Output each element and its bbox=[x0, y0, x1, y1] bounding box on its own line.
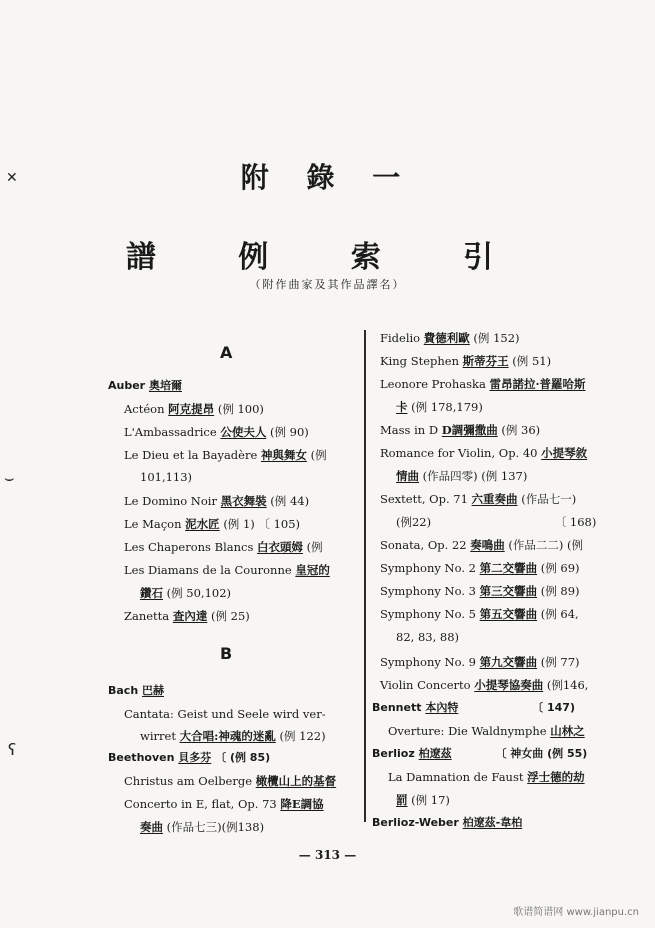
work-entry bbox=[388, 724, 585, 738]
work-entry-continued bbox=[396, 630, 459, 644]
appendix-title: 附 錄 一 bbox=[240, 161, 415, 194]
entry-ref: (例 bbox=[310, 448, 327, 462]
section-letter-a: A bbox=[220, 343, 233, 362]
entry-english: Le Maçon bbox=[124, 517, 182, 531]
entry-chinese: 六重奏曲 bbox=[471, 492, 518, 506]
entry-ref: (例 25) bbox=[210, 609, 250, 623]
work-entry bbox=[380, 354, 551, 368]
entry-ref: (例 100) bbox=[217, 402, 264, 416]
entry-chinese: 小提琴協奏曲 bbox=[474, 678, 544, 692]
entry-chinese: 雷昂諾拉·普羅哈斯 bbox=[489, 377, 586, 391]
entry-english: Mass in D bbox=[380, 423, 439, 437]
work-entry-continued bbox=[396, 793, 450, 807]
work-entry-continued bbox=[140, 586, 231, 600]
entry-chinese: 橄欖山上的基督 bbox=[255, 774, 337, 788]
entry-ref: 〔 (例 85) bbox=[215, 751, 271, 764]
entry-english: Le Dieu et la Bayadère bbox=[124, 448, 258, 462]
entry-chinese: 巴赫 bbox=[142, 684, 165, 697]
entry-english: 82, 83, 88) bbox=[396, 630, 460, 644]
entry-english: Bennett bbox=[372, 701, 422, 714]
entry-chinese: 柏遼茲 bbox=[418, 747, 452, 760]
entry-chinese: 奏鳴曲 bbox=[470, 538, 505, 552]
work-entry bbox=[124, 448, 327, 462]
entry-ref: (例 17) bbox=[411, 793, 450, 807]
entry-english: King Stephen bbox=[380, 354, 459, 368]
entry-english: Romance for Violin, Op. 40 bbox=[380, 446, 538, 460]
work-entry bbox=[124, 609, 250, 623]
work-entry bbox=[380, 331, 520, 345]
work-entry bbox=[380, 446, 587, 460]
entry-ref: (例 89) bbox=[540, 584, 580, 598]
entry-ref: (作品七一) bbox=[521, 492, 577, 506]
entry-chinese: 山林之 bbox=[550, 724, 585, 738]
work-entry bbox=[124, 540, 323, 554]
work-entry bbox=[124, 563, 330, 577]
entry-ref: (例 178,179) bbox=[411, 400, 483, 414]
entry-chinese: 情曲 bbox=[396, 469, 419, 483]
entry-english: Les Diamans de la Couronne bbox=[124, 563, 292, 577]
entry-chinese: 費德利歐 bbox=[423, 331, 470, 345]
entry-english: Berlioz bbox=[372, 747, 415, 760]
entry-chinese: 貝多芬 bbox=[178, 751, 212, 764]
entry-chinese: 第三交響曲 bbox=[479, 584, 538, 598]
composer-entry bbox=[108, 684, 164, 698]
entry-ref: (例 50,102) bbox=[166, 586, 232, 600]
entry-english: Auber bbox=[108, 379, 146, 392]
work-entry bbox=[380, 492, 576, 506]
composer-entry bbox=[108, 379, 182, 393]
work-entry bbox=[124, 774, 336, 788]
entry-ref: (例 152) bbox=[473, 331, 520, 345]
entry-english: Bach bbox=[108, 684, 139, 697]
entry-ref: 〔 神女曲 (例 55) bbox=[495, 747, 588, 760]
entry-chinese: 浮士德的劫 bbox=[527, 770, 585, 784]
entry-ref: (例 69) bbox=[540, 561, 580, 575]
entry-chinese: 皇冠的 bbox=[295, 563, 330, 577]
work-entry bbox=[380, 678, 588, 692]
index-subtitle: （附作曲家及其作品譯名） bbox=[249, 278, 406, 291]
entry-english: Symphony No. 2 bbox=[380, 561, 476, 575]
entry-ref: (例 44) bbox=[270, 494, 310, 508]
composer-entry bbox=[108, 751, 270, 765]
entry-english: wirret bbox=[140, 729, 176, 743]
entry-chinese: 查內達 bbox=[172, 609, 208, 623]
entry-ref: (例146, bbox=[546, 678, 589, 692]
column-divider bbox=[364, 330, 366, 822]
entry-english: Fidelio bbox=[380, 331, 421, 345]
entry-english: Le Domino Noir bbox=[124, 494, 217, 508]
work-entry-continued bbox=[140, 820, 264, 834]
composer-entry bbox=[372, 816, 522, 830]
composer-entry bbox=[372, 701, 575, 715]
work-entry bbox=[380, 561, 580, 575]
entry-english: Sextett, Op. 71 bbox=[380, 492, 468, 506]
entry-english: Sonata, Op. 22 bbox=[380, 538, 467, 552]
entry-chinese: 奏曲 bbox=[140, 820, 163, 834]
work-entry bbox=[124, 797, 324, 811]
entry-english: Actéon bbox=[124, 402, 165, 416]
entry-chinese: 阿克提昂 bbox=[168, 402, 215, 416]
page-number: — 313 — bbox=[298, 848, 357, 862]
entry-chinese: 柏遼茲-韋柏 bbox=[462, 816, 523, 829]
work-entry bbox=[124, 517, 300, 531]
composer-entry bbox=[372, 747, 587, 761]
entry-english: Violin Concerto bbox=[380, 678, 471, 692]
entry-chinese: 降E調協 bbox=[280, 797, 324, 811]
entry-english: Concerto in E, flat, Op. 73 bbox=[124, 797, 277, 811]
entry-english: Beethoven bbox=[108, 751, 175, 764]
work-entry bbox=[124, 402, 264, 416]
entry-ref: 〔 168) bbox=[554, 515, 597, 529]
entry-ref: (例 122) bbox=[279, 729, 326, 743]
section-letter-b: B bbox=[220, 644, 233, 663]
entry-chinese: 第九交響曲 bbox=[479, 655, 538, 669]
work-entry-continued bbox=[140, 729, 326, 743]
entry-ref: (例 51) bbox=[512, 354, 552, 368]
entry-english: Symphony No. 9 bbox=[380, 655, 476, 669]
site-watermark: 歌谱简谱网 www.jianpu.cn bbox=[513, 907, 639, 918]
entry-chinese: 罰 bbox=[396, 793, 408, 807]
entry-ref: (作品二二) (例 bbox=[508, 538, 584, 552]
entry-chinese: 本內特 bbox=[425, 701, 459, 714]
entry-chinese: D調彌撒曲 bbox=[441, 423, 498, 437]
entry-english: Christus am Oelberge bbox=[124, 774, 253, 788]
entry-chinese: 大合唱:神魂的迷亂 bbox=[179, 729, 276, 743]
entry-chinese: 斯蒂芬王 bbox=[462, 354, 509, 368]
entry-english: Leonore Prohaska bbox=[380, 377, 486, 391]
entry-ref: 〔 147) bbox=[532, 701, 575, 714]
entry-english: (例22) bbox=[396, 515, 432, 529]
margin-mark: ʕ bbox=[8, 740, 17, 759]
entry-english: L'Ambassadrice bbox=[124, 425, 217, 439]
work-entry bbox=[388, 770, 585, 784]
index-title: 譜 例 索 引 bbox=[125, 240, 530, 275]
entry-chinese: 第二交響曲 bbox=[479, 561, 538, 575]
entry-ref: (例 bbox=[306, 540, 323, 554]
work-entry-continued bbox=[140, 470, 192, 484]
work-entry bbox=[380, 423, 540, 437]
entry-chinese: 小提琴敘 bbox=[541, 446, 588, 460]
entry-english: Zanetta bbox=[124, 609, 170, 623]
entry-english: 101,113) bbox=[140, 470, 193, 484]
entry-chinese: 第五交響曲 bbox=[479, 607, 538, 621]
entry-chinese: 鑽石 bbox=[140, 586, 163, 600]
entry-english: Overture: Die Waldnymphe bbox=[388, 724, 547, 738]
work-entry bbox=[124, 425, 309, 439]
entry-ref: (例 1) 〔 105) bbox=[223, 517, 301, 531]
entry-english: Cantata: Geist und Seele wird ver- bbox=[124, 707, 326, 721]
entry-english: Les Chaperons Blancs bbox=[124, 540, 254, 554]
entry-chinese: 公使夫人 bbox=[220, 425, 267, 439]
work-entry-continued bbox=[396, 515, 596, 529]
work-entry bbox=[380, 538, 583, 552]
work-entry-continued bbox=[396, 469, 527, 483]
work-entry bbox=[124, 707, 326, 721]
entry-english: Symphony No. 3 bbox=[380, 584, 476, 598]
entry-chinese: 泥水匠 bbox=[185, 517, 220, 531]
entry-ref: (例 64, bbox=[540, 607, 579, 621]
entry-chinese: 卡 bbox=[396, 400, 408, 414]
entry-chinese: 黑衣舞裝 bbox=[220, 494, 267, 508]
entry-english: Berlioz-Weber bbox=[372, 816, 459, 829]
entry-ref: (例 77) bbox=[540, 655, 580, 669]
entry-chinese: 神與舞女 bbox=[260, 448, 307, 462]
margin-mark: ⌣ bbox=[4, 468, 15, 487]
entry-chinese: 白衣頭姆 bbox=[257, 540, 304, 554]
work-entry bbox=[380, 584, 580, 598]
entry-chinese: 奧培爾 bbox=[148, 379, 182, 392]
entry-ref: (作品七三)(例138) bbox=[166, 820, 265, 834]
work-entry bbox=[124, 494, 309, 508]
work-entry bbox=[380, 607, 579, 621]
work-entry bbox=[380, 655, 580, 669]
work-entry-continued bbox=[396, 400, 483, 414]
entry-ref: (例 36) bbox=[501, 423, 541, 437]
entry-ref: (例 90) bbox=[269, 425, 309, 439]
entry-english: Symphony No. 5 bbox=[380, 607, 476, 621]
margin-mark: ✕ bbox=[6, 170, 18, 186]
work-entry bbox=[380, 377, 585, 391]
entry-english: La Damnation de Faust bbox=[388, 770, 524, 784]
entry-ref: (作品四零) (例 137) bbox=[422, 469, 528, 483]
